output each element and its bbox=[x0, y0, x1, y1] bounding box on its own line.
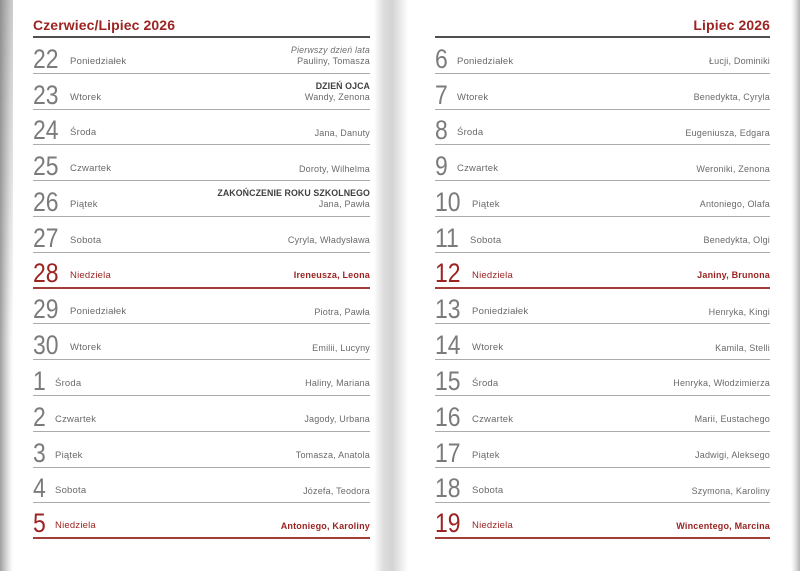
day-cell bbox=[435, 294, 529, 325]
day-row bbox=[435, 289, 770, 325]
weekday-label: Czwartek bbox=[70, 163, 112, 175]
weekday-label: Poniedziałek bbox=[472, 306, 529, 318]
day-number: 22 bbox=[33, 43, 59, 74]
weekday-label: Poniedziałek bbox=[70, 55, 127, 67]
day-cell bbox=[435, 115, 484, 146]
holiday-note: ZAKOŃCZENIE ROKU SZKOLNEGO bbox=[217, 187, 370, 198]
day-cell bbox=[33, 257, 111, 288]
name-days: Józefa, Teodora bbox=[303, 485, 370, 496]
day-annotations bbox=[296, 450, 370, 462]
day-annotations bbox=[303, 486, 370, 498]
weekday-label: Czwartek bbox=[55, 413, 97, 425]
name-days: Łucji, Dominiki bbox=[708, 56, 770, 67]
day-row bbox=[435, 38, 770, 74]
day-row bbox=[33, 38, 370, 74]
day-cell bbox=[33, 401, 97, 432]
name-days: Tomasza, Anatola bbox=[295, 450, 370, 461]
name-days: Henryka, Kingi bbox=[708, 306, 770, 317]
day-annotations bbox=[304, 414, 370, 426]
holiday-note: DZIEŃ OJCA bbox=[315, 80, 370, 91]
weekday-label: Sobota bbox=[70, 234, 102, 246]
day-row bbox=[435, 468, 770, 504]
name-days: Marii, Eustachego bbox=[694, 414, 770, 425]
name-days: Antoniego, Karoliny bbox=[280, 520, 370, 531]
day-number: 11 bbox=[435, 222, 459, 253]
weekday-label: Wtorek bbox=[70, 91, 102, 103]
day-number: 29 bbox=[33, 294, 59, 325]
day-cell bbox=[435, 365, 499, 396]
day-cell bbox=[33, 330, 102, 361]
day-cell bbox=[33, 294, 127, 325]
name-days: Jana, Pawła bbox=[318, 199, 370, 210]
day-number: 25 bbox=[33, 151, 59, 182]
weekday-label: Piątek bbox=[472, 198, 500, 210]
day-annotations bbox=[291, 45, 370, 68]
day-row bbox=[435, 74, 770, 110]
day-row bbox=[33, 74, 370, 110]
name-days: Jana, Danuty bbox=[314, 127, 370, 138]
day-cell bbox=[33, 151, 112, 182]
day-row bbox=[33, 217, 370, 253]
day-row bbox=[33, 503, 370, 539]
day-cell bbox=[33, 186, 98, 217]
name-days: Kamila, Stelli bbox=[715, 342, 770, 353]
weekday-label: Piątek bbox=[472, 449, 500, 461]
name-days: Eugeniusza, Edgara bbox=[685, 127, 770, 138]
day-annotations bbox=[694, 92, 770, 104]
day-annotations bbox=[305, 81, 370, 104]
weekday-label: Niedziela bbox=[472, 520, 513, 532]
day-cell bbox=[435, 151, 499, 182]
weekday-label: Piątek bbox=[55, 449, 83, 461]
weekday-label: Sobota bbox=[472, 485, 504, 497]
day-row bbox=[33, 289, 370, 325]
day-annotations bbox=[700, 199, 770, 211]
day-row bbox=[33, 360, 370, 396]
day-cell bbox=[435, 330, 504, 361]
day-number: 5 bbox=[33, 508, 46, 539]
name-days: Weroniki, Zenona bbox=[696, 163, 770, 174]
day-cell bbox=[435, 79, 489, 110]
day-cell bbox=[33, 43, 127, 74]
day-number: 23 bbox=[33, 79, 59, 110]
day-number: 27 bbox=[33, 222, 59, 253]
day-cell bbox=[435, 186, 500, 217]
name-days: Janiny, Brunona bbox=[697, 270, 770, 281]
calendar-page-left bbox=[33, 0, 370, 539]
day-row bbox=[33, 324, 370, 360]
weekday-label: Sobota bbox=[470, 234, 502, 246]
day-row bbox=[33, 468, 370, 504]
weekday-label: Środa bbox=[55, 377, 82, 389]
page-header-right bbox=[435, 0, 770, 38]
name-days: Pauliny, Tomasza bbox=[297, 56, 370, 67]
day-cell bbox=[33, 437, 83, 468]
day-cell bbox=[33, 508, 96, 539]
day-rows-right bbox=[435, 38, 770, 539]
day-number: 28 bbox=[33, 257, 59, 288]
day-row bbox=[435, 396, 770, 432]
name-days: Henryka, Włodzimierza bbox=[673, 378, 770, 389]
page-edge-shadow-right bbox=[791, 0, 800, 571]
day-annotations bbox=[709, 56, 770, 68]
day-annotations bbox=[696, 164, 770, 176]
name-days: Jagody, Urbana bbox=[304, 414, 370, 425]
day-number: 26 bbox=[33, 186, 59, 217]
day-cell bbox=[33, 473, 87, 504]
name-days: Haliny, Mariana bbox=[305, 378, 370, 389]
weekday-label: Czwartek bbox=[472, 413, 514, 425]
day-row bbox=[33, 396, 370, 432]
weekday-label: Środa bbox=[70, 127, 97, 139]
page-header-left bbox=[33, 0, 370, 38]
weekday-label: Wtorek bbox=[457, 91, 489, 103]
day-annotations bbox=[281, 521, 370, 533]
weekday-label: Niedziela bbox=[472, 269, 513, 281]
day-annotations bbox=[685, 128, 770, 140]
day-row bbox=[33, 145, 370, 181]
day-number: 12 bbox=[435, 257, 461, 288]
day-number: 14 bbox=[435, 330, 461, 361]
day-cell bbox=[33, 222, 102, 253]
day-number: 2 bbox=[33, 401, 46, 432]
day-annotations bbox=[299, 164, 370, 176]
day-row bbox=[435, 181, 770, 217]
weekday-label: Niedziela bbox=[55, 520, 96, 532]
day-annotations bbox=[314, 307, 370, 319]
day-number: 1 bbox=[33, 365, 46, 396]
day-number: 7 bbox=[435, 79, 448, 110]
day-cell bbox=[33, 115, 97, 146]
name-days: Cyryla, Władysława bbox=[287, 235, 370, 246]
seasonal-note: Pierwszy dzień lata bbox=[290, 44, 370, 55]
day-number: 3 bbox=[33, 437, 46, 468]
day-row bbox=[33, 253, 370, 289]
day-cell bbox=[435, 508, 513, 539]
day-cell bbox=[33, 79, 102, 110]
page-gutter-shadow bbox=[374, 0, 408, 571]
day-annotations bbox=[697, 270, 770, 282]
name-days: Doroty, Wilhelma bbox=[298, 163, 370, 174]
day-row bbox=[435, 110, 770, 146]
day-cell bbox=[435, 222, 502, 253]
name-days: Jadwigi, Aleksego bbox=[695, 450, 770, 461]
weekday-label: Czwartek bbox=[457, 163, 499, 175]
day-number: 13 bbox=[435, 294, 461, 325]
day-annotations bbox=[703, 235, 770, 247]
name-days: Antoniego, Olafa bbox=[699, 199, 770, 210]
day-annotations bbox=[294, 270, 370, 282]
day-cell bbox=[435, 257, 513, 288]
month-title-left: Czerwiec/Lipiec 2026 bbox=[33, 17, 176, 33]
weekday-label: Niedziela bbox=[70, 269, 111, 281]
day-annotations bbox=[715, 343, 770, 355]
day-number: 17 bbox=[435, 437, 461, 468]
day-number: 16 bbox=[435, 401, 461, 432]
weekday-label: Wtorek bbox=[70, 342, 102, 354]
day-number: 15 bbox=[435, 365, 461, 396]
day-cell bbox=[435, 473, 504, 504]
day-row bbox=[435, 360, 770, 396]
day-annotations bbox=[673, 378, 770, 390]
day-cell bbox=[435, 43, 514, 74]
day-annotations bbox=[217, 188, 370, 211]
day-row bbox=[33, 110, 370, 146]
day-row bbox=[33, 181, 370, 217]
day-annotations bbox=[288, 235, 370, 247]
day-annotations bbox=[315, 128, 370, 140]
month-title-right: Lipiec 2026 bbox=[693, 17, 770, 33]
day-number: 10 bbox=[435, 186, 461, 217]
day-annotations bbox=[709, 307, 770, 319]
weekday-label: Poniedziałek bbox=[457, 55, 514, 67]
day-number: 8 bbox=[435, 115, 448, 146]
name-days: Wincentego, Marcina bbox=[676, 520, 770, 531]
day-number: 9 bbox=[435, 151, 448, 182]
day-number: 19 bbox=[435, 508, 461, 539]
page-edge-shadow-left bbox=[0, 0, 13, 571]
day-row bbox=[435, 432, 770, 468]
weekday-label: Wtorek bbox=[472, 342, 504, 354]
name-days: Emilii, Lucyny bbox=[312, 342, 370, 353]
day-number: 18 bbox=[435, 473, 461, 504]
day-rows-left bbox=[33, 38, 370, 539]
name-days: Piotra, Pawła bbox=[314, 306, 370, 317]
name-days: Wandy, Zenona bbox=[304, 92, 370, 103]
day-row bbox=[435, 503, 770, 539]
day-row bbox=[33, 432, 370, 468]
day-row bbox=[435, 217, 770, 253]
calendar-page-right bbox=[435, 0, 770, 539]
name-days: Ireneusza, Leona bbox=[293, 270, 370, 281]
day-annotations bbox=[676, 521, 770, 533]
day-annotations bbox=[695, 450, 770, 462]
day-row bbox=[435, 324, 770, 360]
name-days: Benedykta, Olgi bbox=[703, 235, 770, 246]
weekday-label: Sobota bbox=[55, 485, 87, 497]
day-annotations bbox=[695, 414, 770, 426]
day-number: 6 bbox=[435, 43, 448, 74]
day-number: 30 bbox=[33, 330, 59, 361]
day-cell bbox=[435, 401, 514, 432]
day-annotations bbox=[312, 343, 370, 355]
day-number: 4 bbox=[33, 473, 46, 504]
weekday-label: Środa bbox=[472, 377, 499, 389]
weekday-label: Poniedziałek bbox=[70, 306, 127, 318]
name-days: Benedykta, Cyryla bbox=[693, 92, 770, 103]
name-days: Szymona, Karoliny bbox=[691, 485, 770, 496]
weekday-label: Piątek bbox=[70, 198, 98, 210]
day-annotations bbox=[692, 486, 770, 498]
day-cell bbox=[435, 437, 500, 468]
weekday-label: Środa bbox=[457, 127, 484, 139]
day-cell bbox=[33, 365, 82, 396]
day-number: 24 bbox=[33, 115, 59, 146]
day-annotations bbox=[305, 378, 370, 390]
day-row bbox=[435, 253, 770, 289]
day-row bbox=[435, 145, 770, 181]
